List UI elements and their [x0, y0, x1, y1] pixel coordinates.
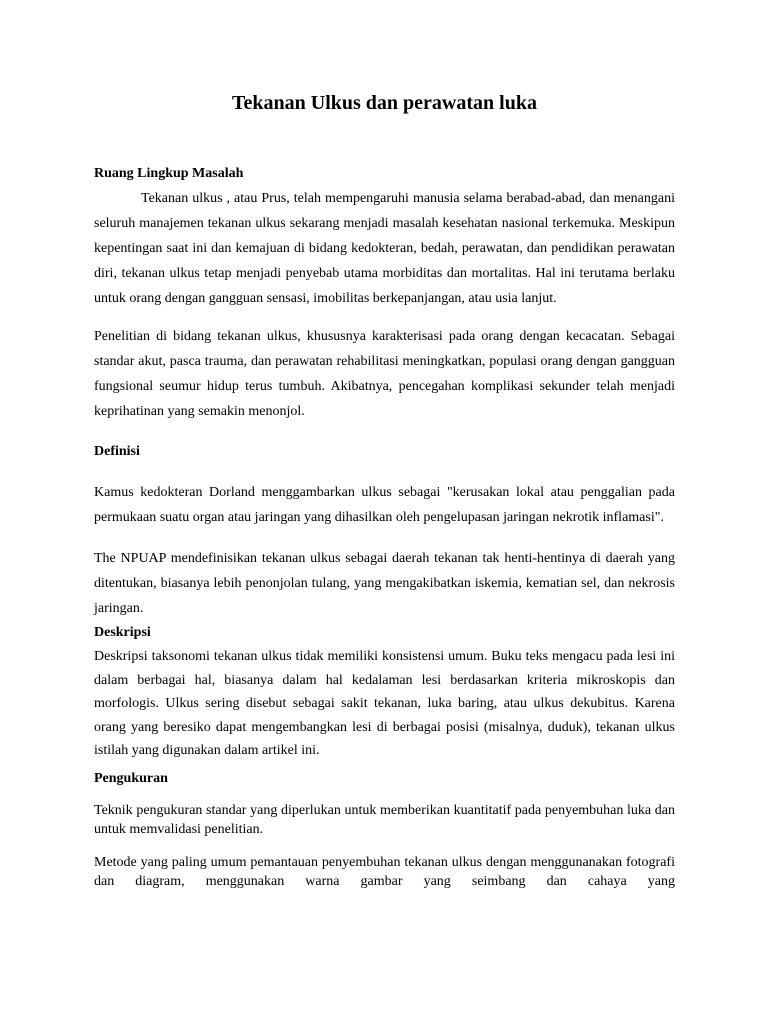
heading-ruang-lingkup: Ruang Lingkup Masalah: [94, 166, 244, 181]
paragraph-pengukuran-2: Metode yang paling umum pemantauan penyembuhan tekanan ulkus dengan menggunanakan fotografi dan diagram, menggunakan warna gambar yang seimbang dan cahaya yang: [94, 854, 675, 889]
paragraph-pengukuran-1: Teknik pengukuran standar yang diperlukan untuk memberikan kuantitatif pada penyembuhan luka dan untuk memvalidasi penelitian.: [94, 802, 675, 837]
paragraph-deskripsi-1: Deskripsi taksonomi tekanan ulkus tidak memiliki konsistensi umum. Buku teks mengacu pada lesi ini dalam berbagai hal, biasanya dalam hal kedalaman lesi berdasarkan kriteria mikroskopis dan morfologis. Ulkus sering disebut sebagai sakit tekanan, luka baring, atau ulkus dekubitus. Karena orang yang beresiko dapat mengembangkan lesi di berbagai posisi (misalnya, duduk), tekanan ulkus istilah yang digunakan dalam artikel ini.: [94, 649, 675, 758]
document-page: [94, 80, 675, 891]
heading-deskripsi: Deskripsi: [94, 625, 151, 640]
heading-definisi: Definisi: [94, 444, 140, 459]
heading-pengukuran: Pengukuran: [94, 770, 168, 786]
document-title: Tekanan Ulkus dan perawatan luka: [232, 92, 537, 114]
paragraph-definisi-1: Kamus kedokteran Dorland menggambarkan ulkus sebagai "kerusakan lokal atau penggalian pada permukaan suatu organ atau jaringan yang dihasilkan oleh pengelupasan jaringan nekrotik inflamasi".: [94, 485, 675, 525]
paragraph-definisi-2: The NPUAP mendefinisikan tekanan ulkus sebagai daerah tekanan tak henti-hentinya di daerah yang ditentukan, biasanya lebih penonjolan tulang, yang mengakibatkan iskemia, kematian sel, dan nekrosis jaringan.: [94, 551, 675, 616]
paragraph-ruang-lingkup-1: Tekanan ulkus , atau Prus, telah mempengaruhi manusia selama berabad-abad, dan menangani seluruh manajemen tekanan ulkus sekarang menjadi masalah kesehatan nasional terkemuka. Meskipun kepentingan saat ini dan kemajuan di bidang kedokteran, bedah, perawatan, dan pendidikan perawatan diri, tekanan ulkus tetap menjadi penyebab utama morbiditas dan mortalitas. Hal ini terutama berlaku untuk orang dengan gangguan sensasi, imobilitas berkepanjangan, atau usia lanjut.: [94, 191, 675, 306]
paragraph-ruang-lingkup-2: Penelitian di bidang tekanan ulkus, khususnya karakterisasi pada orang dengan kecacatan. Sebagai standar akut, pasca trauma, dan perawatan rehabilitasi meningkatkan, populasi orang dengan gangguan fungsional seumur hidup terus tumbuh. Akibatnya, pencegahan komplikasi sekunder telah menjadi keprihatinan yang semakin menonjol.: [94, 329, 675, 419]
